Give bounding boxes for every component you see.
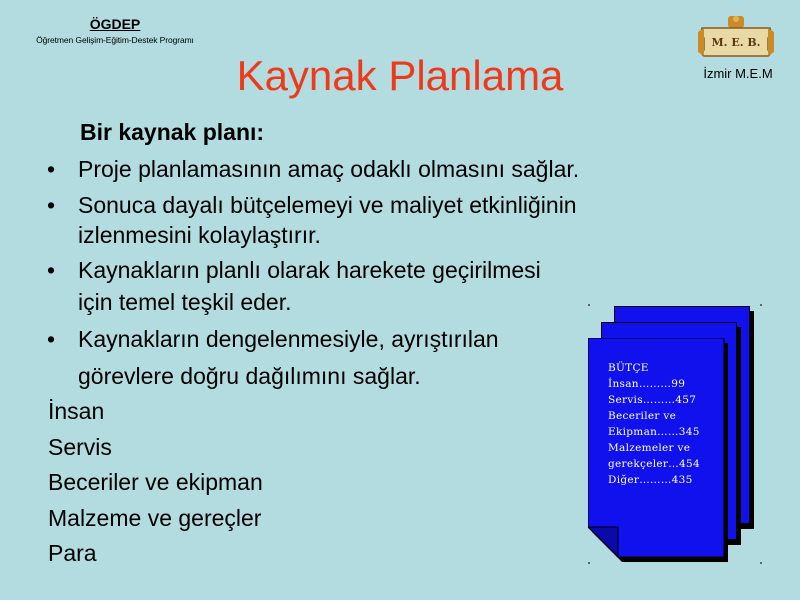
bullet-item: Proje planlamasının amaç odaklı olmasını sağlar. — [78, 156, 580, 182]
indented-line: için temel teşkil eder. — [78, 289, 292, 315]
resource-item: Beceriler ve ekipman — [48, 469, 263, 495]
selection-handle — [760, 562, 762, 564]
budget-document-stack — [588, 300, 768, 570]
indented-line: görevlere doğru dağılımını sağlar. — [78, 363, 421, 389]
org-name: ÖGDEP — [89, 16, 141, 32]
budget-line: gerekçeler…454 — [608, 458, 700, 470]
bullet-dot: • — [47, 192, 56, 218]
budget-line: Diğer………435 — [608, 474, 693, 486]
bullet-item-continuation: izlenmesini kolaylaştırır. — [78, 222, 321, 248]
resource-item: Malzeme ve gereçler — [48, 505, 262, 531]
budget-line: Beceriler ve — [608, 410, 677, 422]
resource-item: Servis — [48, 434, 112, 460]
logo-text: M. E. B. — [711, 36, 761, 49]
budget-list — [608, 360, 700, 488]
selection-handle — [588, 562, 590, 564]
selection-handle — [760, 304, 762, 306]
resource-item: İnsan — [48, 398, 105, 424]
org-subtitle: Öğretmen Gelişim-Eğitim-Destek Programı — [36, 35, 194, 45]
bullet-dot: • — [47, 257, 56, 283]
city-label: İzmir M.E.M — [703, 66, 773, 81]
selection-handle — [588, 304, 590, 306]
bullet-item: Kaynakların dengelenmesiyle, ayrıştırılan — [78, 326, 499, 352]
document-page-front — [588, 338, 724, 558]
bullet-dot: • — [47, 326, 56, 352]
budget-line: Malzemeler ve — [608, 442, 691, 454]
budget-line: Servis………457 — [608, 394, 697, 406]
slide-title: Kaynak Planlama — [236, 52, 564, 99]
resource-item: Para — [48, 540, 97, 566]
bullet-dot: • — [47, 156, 56, 182]
budget-line: İnsan………99 — [608, 378, 686, 390]
budget-line: BÜTÇE — [608, 362, 649, 374]
bullet-item: Sonuca dayalı bütçelemeyi ve maliyet etkinliğinin — [78, 192, 577, 218]
bullet-item: Kaynakların planlı olarak harekete geçirilmesi — [78, 257, 541, 283]
budget-line: Ekipman……345 — [608, 426, 700, 438]
list-heading: Bir kaynak planı: — [80, 119, 265, 145]
